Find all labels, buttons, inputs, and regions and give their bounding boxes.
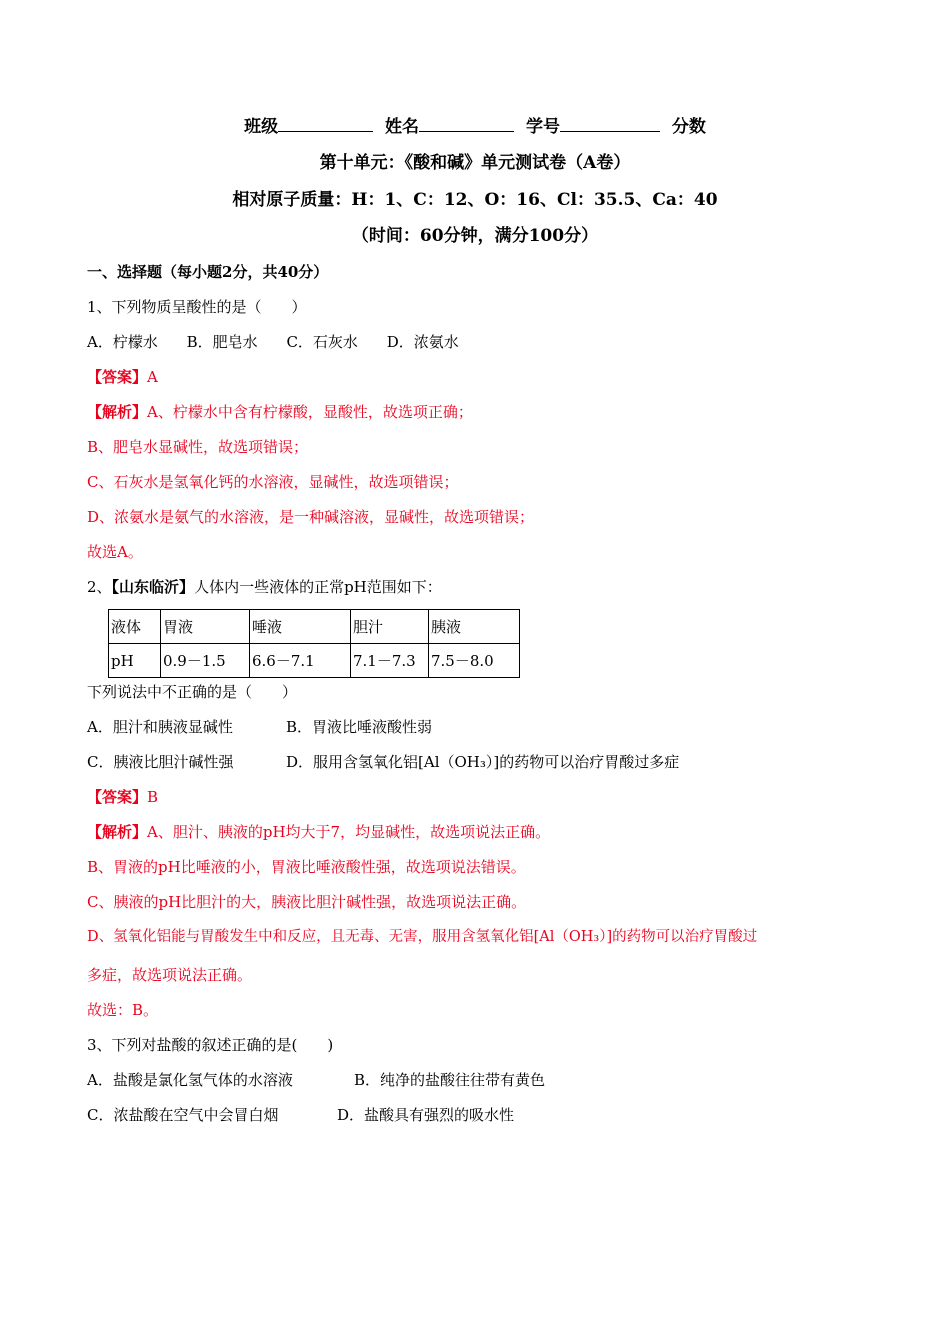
answer-tag: 【答案】: [87, 788, 148, 806]
q2-options-row2: [87, 752, 679, 772]
score-label: 分数: [671, 117, 706, 137]
q1-options: [87, 332, 459, 352]
q2-stem-text: 人体内一些液体的正常pH范围如下：: [194, 578, 442, 596]
q1-option-c: C．石灰水: [286, 333, 358, 351]
q1-option-b: B．肥皂水: [186, 333, 258, 351]
q2-option-a: A．胆汁和胰液显碱性: [87, 718, 233, 736]
page-title: 第十单元：《酸和碱》单元测试卷（A卷）: [319, 153, 631, 173]
analysis-tag: 【解析】: [87, 823, 148, 841]
q1-option-d: D．浓氨水: [386, 333, 459, 351]
q3-options-row2: [87, 1105, 514, 1125]
q2-analysis-line: B、胃液的pH比唾液的小，胃液比唾液酸性强，故选项说法错误。: [87, 858, 526, 876]
atomic-mass-line: 相对原子质量：H：1、C：12、O：16、Cl：35.5、Ca：40: [232, 190, 718, 210]
q3-option-a: A．盐酸是氯化氢气体的水溶液: [87, 1071, 293, 1089]
q1-option-a: A．柠檬水: [87, 333, 158, 351]
q3-stem: 3、下列对盐酸的叙述正确的是( ): [87, 1036, 334, 1054]
q2-analysis-line: [87, 822, 550, 842]
q2-source: 【山东临沂】: [111, 578, 195, 596]
time-line: （时间：60分钟，满分100分）: [351, 226, 599, 246]
q2-analysis-line: C、胰液的pH比胆汁的大，胰液比胆汁碱性强，故选项说法正确。: [87, 893, 527, 911]
q1-answer: [87, 367, 158, 387]
q2-analysis-line: 故选：B。: [87, 1001, 159, 1019]
table-cell: 0.9－1.5: [161, 644, 250, 678]
table-cell: pH: [109, 644, 161, 678]
q1-analysis-line: [87, 402, 473, 422]
table-cell: 7.5－8.0: [429, 644, 520, 678]
q1-analysis-line: D、浓氨水是氨气的水溶液，是一种碱溶液，显碱性，故选项错误；: [87, 508, 535, 526]
analysis-text: A、柠檬水中含有柠檬酸，显酸性，故选项正确；: [147, 403, 473, 421]
q2-analysis-line: D、氢氧化铝能与胃酸发生中和反应，且无毒、无害，服用含氢氧化铝[Al（OH₃）]的药物可以治疗胃酸过: [87, 929, 758, 945]
table-cell: 胆汁: [351, 610, 429, 644]
table-row: [109, 610, 520, 644]
q1-stem: 1、下列物质呈酸性的是（ ）: [87, 298, 307, 316]
q3-option-c: C．浓盐酸在空气中会冒白烟: [87, 1106, 279, 1124]
q3-option-d: D．盐酸具有强烈的吸水性: [337, 1106, 515, 1124]
q2-answer: [87, 787, 158, 807]
table-cell: 6.6－7.1: [250, 644, 351, 678]
q3-options-row1: [87, 1070, 545, 1090]
student-id-label: 学号: [525, 117, 560, 137]
table-cell: 7.1－7.3: [351, 644, 429, 678]
class-label: 班级: [244, 117, 279, 137]
answer-tag: 【答案】: [87, 368, 148, 386]
student-id-blank[interactable]: [560, 117, 660, 132]
q1-analysis-line: B、肥皂水显碱性，故选项错误；: [87, 438, 309, 456]
table-row: [109, 644, 520, 678]
q2-analysis-line: 多症，故选项说法正确。: [87, 966, 253, 984]
q1-analysis-line: 故选A。: [87, 543, 143, 561]
q2-question: 下列说法中不正确的是（ ）: [87, 683, 298, 701]
q1-analysis-line: C、石灰水是氢氧化钙的水溶液，显碱性，故选项错误；: [87, 473, 459, 491]
q2-options-row1: [87, 717, 432, 737]
table-cell: 胃液: [161, 610, 250, 644]
answer-value: B: [147, 788, 159, 806]
q2-stem: [87, 577, 442, 597]
q3-option-b: B．纯净的盐酸往往带有黄色: [354, 1071, 546, 1089]
analysis-text: A、胆汁、胰液的pH均大于7，均显碱性，故选项说法正确。: [147, 823, 551, 841]
ph-table: [108, 609, 520, 678]
q2-option-c: C．胰液比胆汁碱性强: [87, 753, 234, 771]
analysis-tag: 【解析】: [87, 403, 148, 421]
answer-value: A: [147, 368, 158, 386]
name-blank[interactable]: [419, 117, 514, 132]
name-label: 姓名: [385, 117, 420, 137]
table-cell: 唾液: [250, 610, 351, 644]
q2-option-d: D．服用含氢氧化铝[Al（OH₃）]的药物可以治疗胃酸过多症: [286, 753, 680, 771]
student-info-line: [0, 116, 950, 138]
table-cell: 胰液: [429, 610, 520, 644]
table-cell: 液体: [109, 610, 161, 644]
q2-option-b: B．胃液比唾液酸性弱: [286, 718, 433, 736]
q2-number: 2、: [87, 578, 112, 596]
class-blank[interactable]: [278, 117, 373, 132]
section-heading: 一、选择题（每小题2分，共40分）: [87, 263, 329, 281]
